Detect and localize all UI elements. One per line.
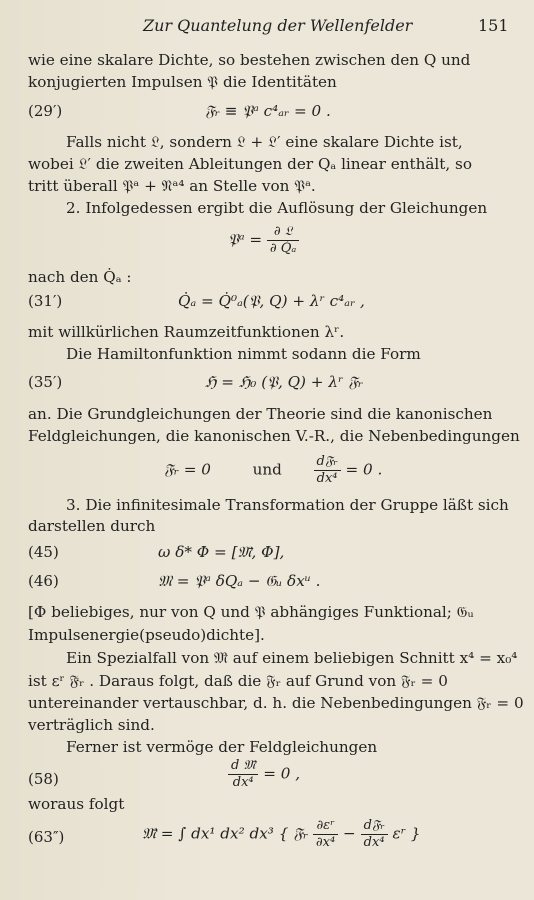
text-line: [Φ beliebiges, nur von Q und 𝔓 abhängiges Funktional; 𝔊ᵤ	[28, 603, 474, 621]
page-number: 151	[478, 16, 509, 35]
equation-number: (35′)	[28, 373, 63, 391]
equation-31: Q̇ₐ = Q̇⁰ₐ(𝔓, Q) + λʳ c⁴ₐᵣ ,	[178, 292, 365, 310]
text-line: Die Hamiltonfunktion nimmt sodann die Form	[66, 345, 421, 363]
fraction-numerator: d 𝔐̄	[228, 758, 258, 775]
equation-46: 𝔐 = 𝔓ᵃ δQₐ − 𝔊ᵤ δxᵘ .	[158, 572, 321, 590]
equation-term: 𝔉ᵣ	[293, 824, 309, 843]
text-line: darstellen durch	[28, 517, 156, 535]
text-line: tritt überall 𝔓ᵃ + 𝔑ᵃ⁴ an Stelle von 𝔓ᵃ.	[28, 177, 316, 195]
equation-constraints	[164, 454, 382, 487]
running-title: Zur Quantelung der Wellenfelder	[143, 16, 413, 35]
equation-45: ω δ* Φ = [𝔐̄, Φ],	[158, 543, 285, 561]
text-line: woraus folgt	[28, 795, 125, 813]
fraction	[314, 454, 341, 487]
fraction	[267, 224, 299, 257]
text-line: verträglich sind.	[28, 716, 155, 734]
text-line: nach den Q̇ₐ :	[28, 268, 132, 286]
text-line: Ein Spezialfall von 𝔐̄ auf einem beliebigen Schnitt x⁴ = x₀⁴	[66, 649, 518, 667]
equation-number: (46)	[28, 572, 59, 590]
equation-rhs: = 0 ,	[263, 764, 301, 783]
equation-end: εʳ }	[392, 824, 421, 843]
running-header	[0, 16, 534, 40]
text-line: wobei 𝔏′ die zweiten Ableitungen der Qₐ linear enthält, so	[28, 155, 472, 173]
text-line: wie eine skalare Dichte, so bestehen zwischen den Q und	[28, 51, 471, 69]
fraction-denominator: dx⁴	[232, 775, 254, 790]
equation-number: (58)	[28, 770, 59, 788]
text-line: konjugierten Impulsen 𝔓 die Identitäten	[28, 73, 337, 91]
text-line: ist εʳ 𝔉̄ᵣ . Daraus folgt, daß die 𝔉ᵣ auf Grund von 𝔉ᵣ = 0	[28, 672, 448, 690]
equation-number: (31′)	[28, 292, 63, 310]
equation-lhs: 𝔐̄ = ∫ dx¹ dx² dx³ {	[142, 824, 289, 843]
fraction	[228, 758, 258, 791]
text-line: Feldgleichungen, die kanonischen V.-R., die Nebenbedingungen	[28, 427, 520, 445]
equation-29: 𝔉ᵣ ≡ 𝔓ᵃ c⁴ₐᵣ = 0 .	[205, 102, 331, 120]
equation-35: ℌ = ℌ₀ (𝔓, Q) + λʳ 𝔉ᵣ	[205, 373, 363, 391]
fraction-numerator: d𝔉ᵣ	[361, 818, 388, 835]
fraction-denominator: ∂ Q̇ₐ	[269, 241, 297, 256]
fraction	[361, 818, 388, 851]
text-line: 3. Die infinitesimale Transformation der Gruppe läßt sich	[66, 496, 509, 514]
fraction-denominator: dx⁴	[316, 471, 338, 486]
fraction-numerator: ∂εʳ	[313, 818, 338, 835]
text-line: untereinander vertauschbar, d. h. die Nebenbedingungen 𝔉ᵣ = 0	[28, 694, 524, 712]
text-line: Ferner ist vermöge der Feldgleichungen	[66, 738, 378, 756]
fraction-numerator: ∂ 𝔏	[267, 224, 299, 241]
text-line: Impulsenergie(pseudo)dichte].	[28, 626, 265, 644]
equation-63	[142, 818, 420, 851]
equation-number: (45)	[28, 543, 59, 561]
constraint-right: = 0 .	[345, 460, 383, 479]
fraction-numerator: d𝔉ᵣ	[314, 454, 341, 471]
equation-number: (29′)	[28, 102, 63, 120]
text-line: mit willkürlichen Raumzeitfunktionen λʳ.	[28, 323, 345, 341]
equation-58	[228, 758, 300, 791]
fraction-denominator: ∂x⁴	[315, 835, 336, 850]
text-line: Falls nicht 𝔏, sondern 𝔏 + 𝔏′ eine skalare Dichte ist,	[66, 133, 463, 151]
constraint-und: und	[252, 460, 282, 479]
equation-lhs: 𝔓ᵃ =	[228, 230, 263, 249]
equation-momentum	[228, 224, 299, 257]
fraction-denominator: dx⁴	[363, 835, 385, 850]
text-line: an. Die Grundgleichungen der Theorie sind die kanonischen	[28, 405, 493, 423]
text-line: 2. Infolgedessen ergibt die Auflösung der Gleichungen	[66, 199, 488, 217]
equation-number: (63″)	[28, 828, 65, 846]
minus-sign: −	[343, 824, 356, 843]
fraction	[313, 818, 338, 851]
constraint-left: 𝔉ᵣ = 0	[164, 460, 211, 479]
